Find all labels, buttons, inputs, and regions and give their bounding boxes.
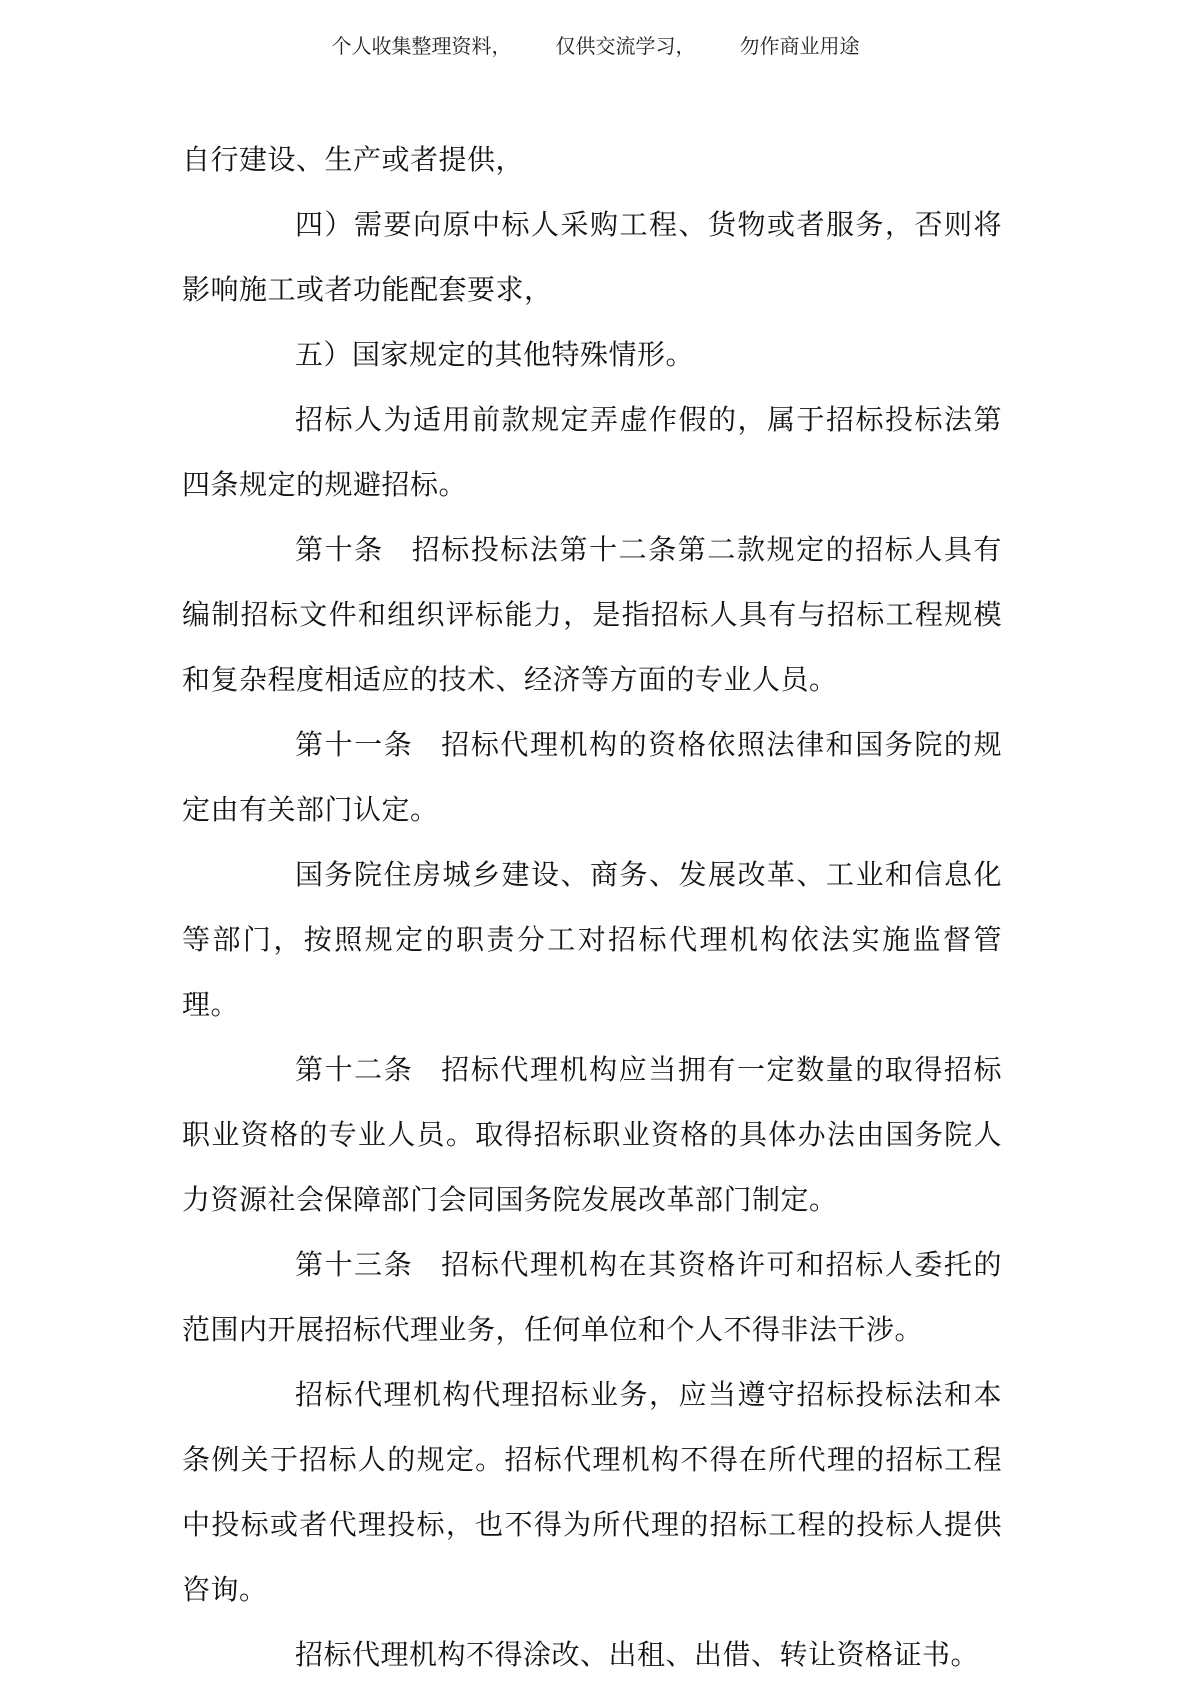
paragraph-text: 招标代理机构代理招标业务，应当遵守招标投标法和本条例关于招标人的规定。招标代理机构不得在所代理的招标工程中投标或者代理投标，也不得为所代理的招标工程的投标人提供咨询。 — [182, 1378, 1002, 1606]
paragraph-text: 招标代理机构不得涂改、出租、出借、转让资格证书。 — [295, 1638, 980, 1671]
article-paragraph — [182, 1037, 1002, 1232]
article-paragraph — [182, 1232, 1002, 1362]
paragraph-text: 招标人为适用前款规定弄虚作假的，属于招标投标法第四条规定的规避招标。 — [182, 403, 1002, 501]
header-noncommercial-note: 勿作商业用途 — [739, 34, 860, 58]
header-collected-note: 个人收集整理资料， — [331, 34, 512, 58]
paragraph-text: 招标代理机构应当拥有一定数量的取得招标职业资格的专业人员。取得招标职业资格的具体办法由国务院人力资源社会保障部门会同国务院发展改革部门制定。 — [182, 1053, 1002, 1216]
paragraph-text: 招标投标法第十二条第二款规定的招标人具有编制招标文件和组织评标能力，是指招标人具有与招标工程规模和复杂程度相适应的技术、经济等方面的专业人员。 — [182, 533, 1002, 696]
article-paragraph — [182, 712, 1002, 842]
paragraph-text: 招标代理机构在其资格许可和招标人委托的范围内开展招标代理业务，任何单位和个人不得非法干涉。 — [182, 1248, 1002, 1346]
paragraph — [182, 1622, 1002, 1687]
paragraph — [182, 322, 1002, 387]
paragraph-text: 招标代理机构的资格依照法律和国务院的规定由有关部门认定。 — [182, 728, 1002, 826]
paragraph — [182, 842, 1002, 1037]
page-header — [0, 32, 1191, 60]
paragraph — [182, 1362, 1002, 1622]
paragraph-text: 四）需要向原中标人采购工程、货物或者服务，否则将影响施工或者功能配套要求， — [182, 208, 1002, 306]
paragraph — [182, 387, 1002, 517]
paragraph-text: 国务院住房城乡建设、商务、发展改革、工业和信息化等部门，按照规定的职责分工对招标代理机构依法实施监督管理。 — [182, 858, 1002, 1021]
article-number: 第十二条 — [295, 1053, 414, 1086]
paragraph — [182, 127, 1002, 192]
article-number: 第十一条 — [295, 728, 414, 761]
paragraph — [182, 192, 1002, 322]
paragraph-text: 自行建设、生产或者提供， — [182, 143, 525, 176]
article-number: 第十三条 — [295, 1248, 414, 1281]
document-body — [182, 127, 1002, 1687]
paragraph-text: 五）国家规定的其他特殊情形。 — [295, 338, 695, 371]
article-number: 第十条 — [295, 533, 384, 566]
header-study-note: 仅供交流学习， — [555, 34, 696, 58]
article-paragraph — [182, 517, 1002, 712]
